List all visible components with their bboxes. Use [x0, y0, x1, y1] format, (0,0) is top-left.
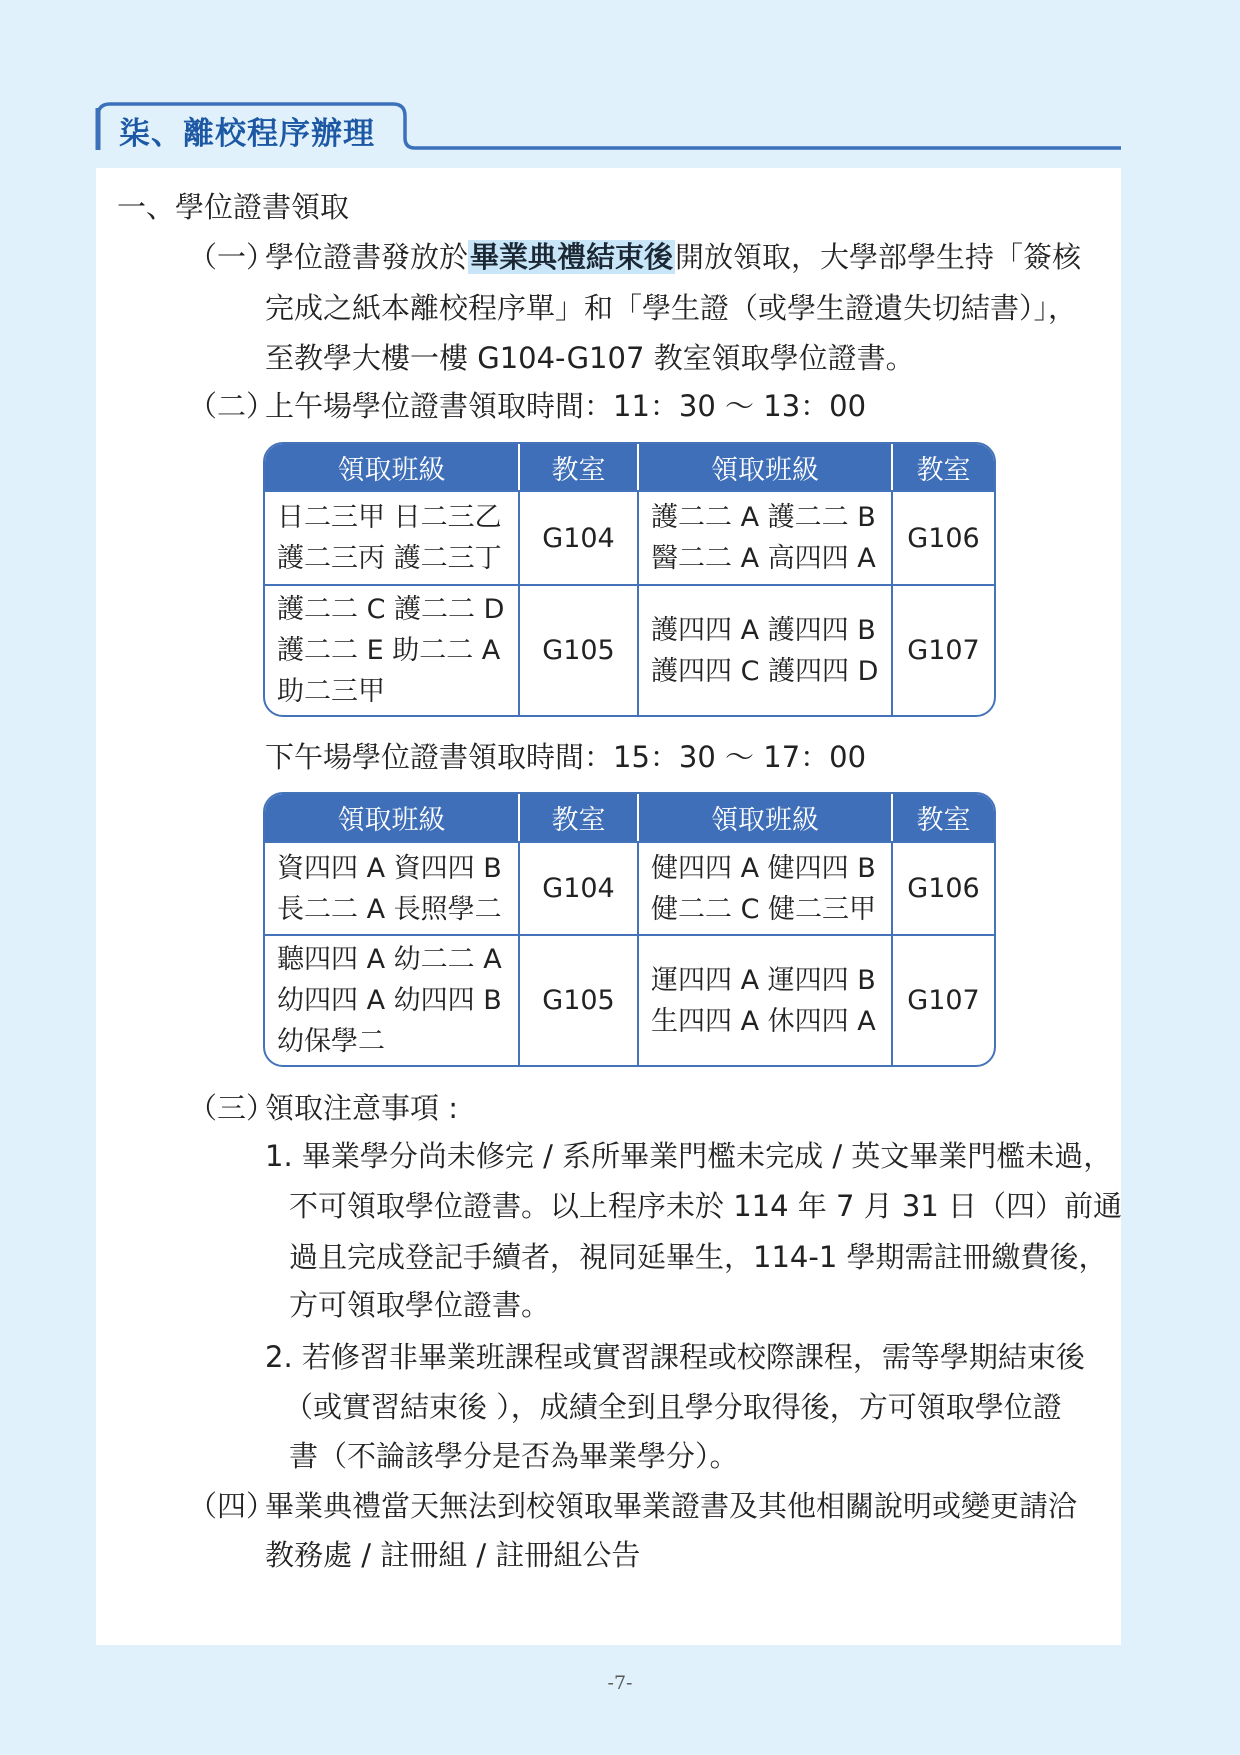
classes-cell [638, 842, 892, 935]
classes-cell [265, 585, 519, 715]
classes-cell [638, 491, 892, 585]
classes-cell [638, 585, 892, 715]
class-line: 長二二 A 長照學二 [277, 893, 502, 925]
note-2-line: 書（不論該學分是否為畢業學分）。 [289, 1439, 739, 1473]
table-row [265, 585, 994, 715]
class-line: 護二二 C 護二二 D [277, 594, 505, 625]
class-line: 資四四 A 資四四 B [277, 852, 502, 884]
item-4-line: 教務處 / 註冊組 / 註冊組公告 [265, 1538, 641, 1572]
class-line: 運四四 A 運四四 B [651, 964, 876, 996]
class-line: 聽四四 A 幼二二 A [277, 944, 502, 975]
room-cell: G107 [907, 985, 980, 1016]
class-line: 健四四 A 健四四 B [651, 852, 876, 884]
section-title: 柒、離校程序辦理 [119, 116, 375, 152]
header-classes: 領取班級 [638, 794, 892, 842]
class-line: 日二三甲 日二三乙 [277, 502, 502, 533]
class-line: 幼保學二 [277, 1026, 385, 1057]
header-room: 教室 [892, 794, 994, 842]
subsection-title: 一、學位證書領取 [117, 190, 350, 224]
page-number: -7- [607, 1672, 633, 1694]
table-header-row [265, 444, 994, 491]
class-line: 護二三丙 護二三丁 [277, 543, 502, 574]
class-line: 助二三甲 [277, 676, 385, 707]
item-1-line-1 [265, 237, 1081, 277]
classes-cell [638, 935, 892, 1065]
header-room: 教室 [892, 444, 994, 491]
afternoon-table [263, 792, 996, 1067]
item-1-line-3: 至教學大樓一樓 G104-G107 教室領取學位證書。 [265, 341, 915, 375]
table-row [265, 935, 994, 1065]
room-cell: G106 [892, 491, 994, 585]
classes-cell [265, 842, 519, 935]
item-1-marker: （一） [188, 240, 276, 274]
class-line: 生四四 A 休四四 A [651, 1005, 876, 1037]
header-classes: 領取班級 [265, 794, 519, 842]
classes-cell [265, 491, 519, 585]
table-header-row [265, 794, 994, 842]
class-line: 健二二 C 健二三甲 [651, 893, 877, 925]
class-line: 護二二 E 助二二 A [277, 635, 501, 666]
item-3-title: 領取注意事項 : [265, 1091, 458, 1125]
morning-table [263, 442, 996, 717]
note-1-line: 1. 畢業學分尚未修完 / 系所畢業門檻未完成 / 英文畢業門檻未過， [265, 1139, 1113, 1173]
note-1-line: 方可領取學位證書。 [289, 1288, 551, 1322]
room-cell: G106 [892, 842, 994, 935]
highlighted-text: 畢業典禮結束後 [470, 240, 674, 274]
item-1-text: 學位證書發放於 [265, 240, 469, 274]
note-2-line: 2. 若修習非畢業班課程或實習課程或校際課程，需等學期結束後 [265, 1340, 1085, 1374]
note-1-line: 過且完成登記手續者，視同延畢生，114-1 學期需註冊繳費後， [289, 1240, 1108, 1274]
table-row [265, 842, 994, 935]
afternoon-session-time: 下午場學位證書領取時間：15：30 ～ 17：00 [265, 740, 867, 774]
item-1-text: 開放領取，大學部學生持「簽核 [675, 240, 1082, 274]
header-room: 教室 [519, 444, 638, 491]
classes-cell [265, 935, 519, 1065]
note-2-line: （或實習結束後 ），成績全到且學分取得後，方可領取學位證 [284, 1390, 1062, 1424]
item-1-line-2: 完成之紙本離校程序單」和「學生證（或學生證遺失切結書）」， [265, 291, 1078, 325]
item-4-marker: （四） [188, 1489, 276, 1523]
header-classes: 領取班級 [638, 444, 892, 491]
class-line: 醫二二 A 高四四 A [651, 543, 876, 574]
room-cell: G105 [519, 935, 638, 1065]
class-line: 護四四 C 護四四 D [651, 655, 879, 687]
class-line: 護四四 A 護四四 B [651, 614, 876, 646]
room-cell: G104 [519, 842, 638, 935]
room-cell: G104 [519, 491, 638, 585]
room-cell: G105 [519, 585, 638, 715]
item-3-marker: （三） [188, 1091, 276, 1125]
morning-session-time: 上午場學位證書領取時間：11：30 ～ 13：00 [265, 389, 867, 423]
header-classes: 領取班級 [265, 444, 519, 491]
item-2-marker: （二） [188, 389, 276, 423]
item-4-line: 畢業典禮當天無法到校領取畢業證書及其他相關說明或變更請洽 [265, 1489, 1078, 1523]
header-room: 教室 [519, 794, 638, 842]
note-1-line: 不可領取學位證書。以上程序未於 114 年 7 月 31 日（四）前通 [289, 1189, 1123, 1223]
class-line: 護二二 A 護二二 B [651, 502, 876, 533]
class-line: 幼四四 A 幼四四 B [277, 985, 502, 1016]
room-cell: G107 [907, 635, 980, 666]
table-row [265, 491, 994, 585]
